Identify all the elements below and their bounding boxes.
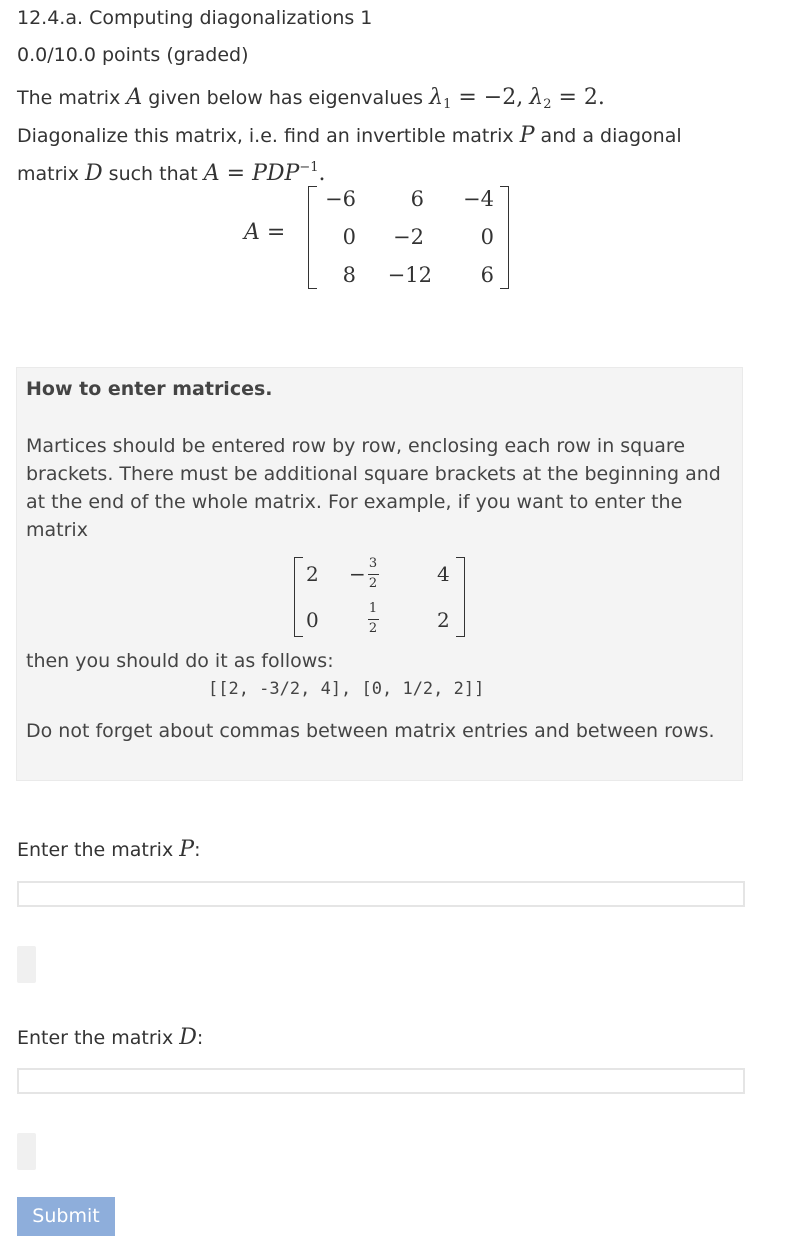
answer-p-label-text: Enter the matrix [17,839,174,861]
example-cell-r2c1: 0 [306,608,319,632]
answer-d-label-text: Enter the matrix [17,1027,174,1049]
lambda-1-sub: 1 [443,97,452,112]
example-cell-r1c1: 2 [306,562,319,586]
lambda-1-symbol: λ [429,85,444,110]
intro-text-3: Diagonalize this matrix, i.e. find an invertible matrix [17,125,514,147]
example-cell-r1c2-denominator: 2 [368,576,378,591]
matrix-a-right-bracket [500,186,509,289]
intro-text-4: and a diagonal [540,125,682,147]
example-cell-r1c3: 4 [437,562,450,586]
help-heading: How to enter matrices. [26,378,273,400]
intro-text-1: The matrix [17,87,121,109]
matrix-a-label [244,220,285,245]
matrix-a-cell-r2c1: 0 [342,225,356,249]
matrix-p-input[interactable] [17,881,745,907]
equation-lhs: A [203,161,220,186]
example-cell-r1c2-numerator: 3 [368,556,378,571]
problem-statement [17,82,757,190]
equation-rhs: PDP [252,161,300,186]
example-cell-r2c3: 2 [437,608,450,632]
matrix-d-input[interactable] [17,1068,745,1094]
problem-title: 12.4.a. Computing diagonalizations 1 [17,7,373,29]
lambda-2-value: = 2. [551,85,605,110]
equation-inverse: −1 [299,160,319,175]
matrix-p-status-indicator [17,946,36,983]
example-cell-r2c2-denominator: 2 [368,621,378,636]
matrix-a-cell-r1c3: −4 [463,187,494,211]
var-p: P [519,123,535,148]
help-body: Martices should be entered row by row, enclosing each row in square brackets. There must be additional square brackets at the beginning and at the end of the whole matrix. For example, if you want to enter the matrix [26,435,721,541]
matrix-a-cell-r3c2: −12 [387,263,432,287]
matrix-a-cell-r2c2: −2 [393,225,424,249]
intro-text-6: such that [108,163,198,185]
submit-button[interactable]: Submit [17,1197,115,1236]
example-cell-r2c2-fraction-bar [368,619,379,620]
answer-p-colon: : [194,839,201,861]
answer-p-label [17,837,200,862]
var-a: A [126,85,143,110]
matrix-a-cell-r1c2: 6 [410,187,424,211]
matrix-a-name: A [244,220,260,245]
intro-text-5: matrix [17,163,79,185]
answer-d-colon: : [196,1027,204,1049]
lambda-2-sub: 2 [543,97,552,112]
equation-end: . [318,161,326,186]
var-d: D [84,161,103,186]
answer-d-var: D [179,1025,197,1050]
example-left-bracket [294,557,303,637]
example-cell-r2c2-numerator: 1 [368,601,378,616]
help-note: Do not forget about commas between matrix entries and between rows. [26,720,715,742]
example-cell-r1c2-fraction-bar [368,574,379,575]
lambda-2-symbol: λ [529,85,544,110]
equation-equals: = [219,161,253,186]
matrix-a-cell-r3c1: 8 [342,263,356,287]
help-then-text: then you should do it as follows: [26,650,334,672]
intro-text-2: given below has eigenvalues [148,87,424,109]
matrix-a-left-bracket [308,186,317,289]
example-cell-r1c2-sign: − [349,562,366,586]
example-right-bracket [456,557,465,637]
matrix-d-status-indicator [17,1133,36,1170]
answer-p-var: P [179,837,195,862]
matrix-a-cell-r1c1: −6 [325,187,356,211]
matrix-a-equals: = [266,220,286,245]
matrix-a-cell-r3c3: 6 [480,263,494,287]
help-code-example: [[2, -3/2, 4], [0, 1/2, 2]] [208,679,485,699]
lambda-1-value: = −2, [451,85,524,110]
answer-d-label [17,1025,203,1050]
matrix-a-cell-r2c3: 0 [480,225,494,249]
points-status: 0.0/10.0 points (graded) [17,44,249,66]
